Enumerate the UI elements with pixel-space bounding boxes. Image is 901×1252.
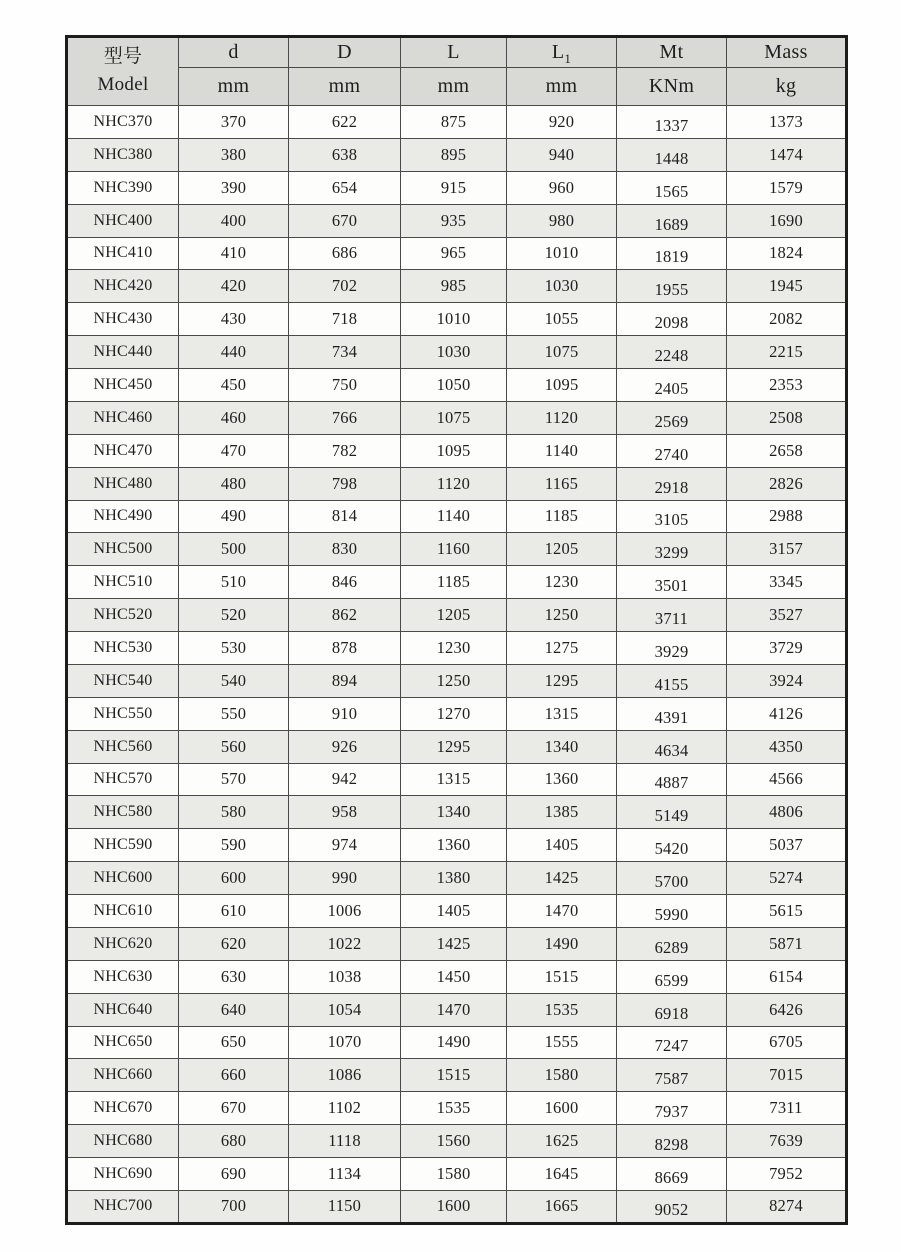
cell-model: NHC480 <box>67 467 179 500</box>
cell-l1: 1315 <box>507 697 617 730</box>
cell-model: NHC560 <box>67 730 179 763</box>
table-row <box>67 632 847 665</box>
cell-d: 702 <box>289 270 401 303</box>
cell-l1: 1275 <box>507 632 617 665</box>
cell-l: 915 <box>401 171 507 204</box>
cell-d: 750 <box>289 369 401 402</box>
cell-l1: 1010 <box>507 237 617 270</box>
cell-l1: 1185 <box>507 500 617 533</box>
cell-l: 1450 <box>401 960 507 993</box>
cell-l: 1490 <box>401 1026 507 1059</box>
cell-model: NHC500 <box>67 533 179 566</box>
cell-mass: 3527 <box>727 599 847 632</box>
cell-d: 570 <box>179 763 289 796</box>
table-row <box>67 664 847 697</box>
cell-mass: 5037 <box>727 829 847 862</box>
cell-mt: 2740 <box>617 434 727 467</box>
cell-d: 620 <box>179 927 289 960</box>
column-header-Mass: Mass <box>727 37 847 68</box>
cell-mt: 3929 <box>617 632 727 665</box>
cell-l1: 940 <box>507 138 617 171</box>
cell-d: 974 <box>289 829 401 862</box>
cell-mass: 2988 <box>727 500 847 533</box>
table-row <box>67 467 847 500</box>
cell-l1: 1555 <box>507 1026 617 1059</box>
cell-d: 520 <box>179 599 289 632</box>
cell-d: 686 <box>289 237 401 270</box>
cell-d: 490 <box>179 500 289 533</box>
cell-d: 1070 <box>289 1026 401 1059</box>
cell-mt: 1689 <box>617 204 727 237</box>
cell-mass: 7015 <box>727 1059 847 1092</box>
table-row <box>67 434 847 467</box>
cell-mt: 6289 <box>617 927 727 960</box>
cell-model: NHC610 <box>67 895 179 928</box>
cell-model: NHC370 <box>67 106 179 139</box>
cell-d: 530 <box>179 632 289 665</box>
table-row <box>67 401 847 434</box>
cell-model: NHC640 <box>67 993 179 1026</box>
cell-d: 622 <box>289 106 401 139</box>
unit-d: mm <box>179 68 289 106</box>
cell-d: 690 <box>179 1158 289 1191</box>
cell-mt: 5700 <box>617 862 727 895</box>
model-header-cn: 型号 <box>103 45 143 67</box>
cell-mt: 4155 <box>617 664 727 697</box>
table-row <box>67 138 847 171</box>
cell-l: 895 <box>401 138 507 171</box>
cell-mt: 4634 <box>617 730 727 763</box>
cell-d: 1118 <box>289 1125 401 1158</box>
table-row <box>67 1158 847 1191</box>
cell-mass: 7639 <box>727 1125 847 1158</box>
cell-l1: 1030 <box>507 270 617 303</box>
cell-d: 590 <box>179 829 289 862</box>
cell-d: 926 <box>289 730 401 763</box>
cell-l1: 1645 <box>507 1158 617 1191</box>
cell-mt: 1337 <box>617 106 727 139</box>
table-row <box>67 171 847 204</box>
cell-mass: 2508 <box>727 401 847 434</box>
column-header-d: d <box>179 37 289 68</box>
cell-mass: 2658 <box>727 434 847 467</box>
cell-mt: 5420 <box>617 829 727 862</box>
cell-mt: 8669 <box>617 1158 727 1191</box>
cell-l1: 920 <box>507 106 617 139</box>
cell-d: 440 <box>179 336 289 369</box>
cell-l: 1185 <box>401 566 507 599</box>
cell-model: NHC670 <box>67 1092 179 1125</box>
cell-l: 1250 <box>401 664 507 697</box>
cell-model: NHC430 <box>67 303 179 336</box>
cell-model: NHC700 <box>67 1190 179 1223</box>
cell-l: 1295 <box>401 730 507 763</box>
cell-mass: 5615 <box>727 895 847 928</box>
cell-d: 540 <box>179 664 289 697</box>
cell-mass: 1945 <box>727 270 847 303</box>
cell-l1: 1095 <box>507 369 617 402</box>
cell-mt: 2405 <box>617 369 727 402</box>
cell-d: 470 <box>179 434 289 467</box>
cell-d: 734 <box>289 336 401 369</box>
cell-d: 1022 <box>289 927 401 960</box>
table-row <box>67 1190 847 1223</box>
cell-model: NHC580 <box>67 796 179 829</box>
table-row <box>67 895 847 928</box>
cell-model: NHC680 <box>67 1125 179 1158</box>
table-row <box>67 1026 847 1059</box>
cell-l: 1230 <box>401 632 507 665</box>
cell-d: 410 <box>179 237 289 270</box>
cell-d: 650 <box>179 1026 289 1059</box>
cell-d: 990 <box>289 862 401 895</box>
cell-d: 910 <box>289 697 401 730</box>
cell-model: NHC650 <box>67 1026 179 1059</box>
cell-model: NHC630 <box>67 960 179 993</box>
cell-l1: 1295 <box>507 664 617 697</box>
cell-d: 894 <box>289 664 401 697</box>
cell-mass: 3345 <box>727 566 847 599</box>
cell-l1: 1490 <box>507 927 617 960</box>
cell-model: NHC570 <box>67 763 179 796</box>
table-row <box>67 763 847 796</box>
cell-mt: 3501 <box>617 566 727 599</box>
unit-Mt: KNm <box>617 68 727 106</box>
cell-mass: 6154 <box>727 960 847 993</box>
cell-d: 390 <box>179 171 289 204</box>
cell-d: 700 <box>179 1190 289 1223</box>
table-row <box>67 993 847 1026</box>
cell-model: NHC460 <box>67 401 179 434</box>
cell-l1: 1250 <box>507 599 617 632</box>
cell-l1: 1470 <box>507 895 617 928</box>
unit-D: mm <box>289 68 401 106</box>
header-labels-row <box>67 37 847 68</box>
cell-mass: 5274 <box>727 862 847 895</box>
cell-model: NHC660 <box>67 1059 179 1092</box>
cell-l: 1160 <box>401 533 507 566</box>
cell-model: NHC620 <box>67 927 179 960</box>
cell-mass: 3729 <box>727 632 847 665</box>
cell-model: NHC470 <box>67 434 179 467</box>
table-row <box>67 270 847 303</box>
cell-d: 846 <box>289 566 401 599</box>
cell-mass: 6705 <box>727 1026 847 1059</box>
cell-mass: 7952 <box>727 1158 847 1191</box>
cell-d: 1038 <box>289 960 401 993</box>
cell-model: NHC690 <box>67 1158 179 1191</box>
cell-model: NHC380 <box>67 138 179 171</box>
cell-d: 580 <box>179 796 289 829</box>
cell-mt: 4391 <box>617 697 727 730</box>
cell-d: 638 <box>289 138 401 171</box>
cell-d: 1086 <box>289 1059 401 1092</box>
cell-l: 965 <box>401 237 507 270</box>
cell-d: 862 <box>289 599 401 632</box>
cell-l: 1010 <box>401 303 507 336</box>
cell-l1: 1535 <box>507 993 617 1026</box>
cell-d: 400 <box>179 204 289 237</box>
cell-d: 1150 <box>289 1190 401 1223</box>
cell-d: 878 <box>289 632 401 665</box>
cell-d: 450 <box>179 369 289 402</box>
table-row <box>67 500 847 533</box>
column-header-L: L <box>401 37 507 68</box>
cell-mt: 3711 <box>617 599 727 632</box>
cell-d: 830 <box>289 533 401 566</box>
table-row <box>67 204 847 237</box>
cell-l: 1560 <box>401 1125 507 1158</box>
cell-mt: 3105 <box>617 500 727 533</box>
cell-d: 798 <box>289 467 401 500</box>
cell-d: 430 <box>179 303 289 336</box>
cell-mass: 6426 <box>727 993 847 1026</box>
cell-model: NHC540 <box>67 664 179 697</box>
cell-mass: 2826 <box>727 467 847 500</box>
cell-d: 1054 <box>289 993 401 1026</box>
cell-l1: 1600 <box>507 1092 617 1125</box>
cell-l: 1515 <box>401 1059 507 1092</box>
cell-mt: 5149 <box>617 796 727 829</box>
cell-mass: 1373 <box>727 106 847 139</box>
cell-d: 660 <box>179 1059 289 1092</box>
cell-mt: 2248 <box>617 336 727 369</box>
table-row <box>67 599 847 632</box>
cell-model: NHC530 <box>67 632 179 665</box>
cell-d: 1006 <box>289 895 401 928</box>
cell-mt: 8298 <box>617 1125 727 1158</box>
cell-l1: 1205 <box>507 533 617 566</box>
cell-l: 1120 <box>401 467 507 500</box>
cell-l: 985 <box>401 270 507 303</box>
cell-mass: 3924 <box>727 664 847 697</box>
cell-l: 1380 <box>401 862 507 895</box>
cell-l1: 1515 <box>507 960 617 993</box>
cell-mass: 4350 <box>727 730 847 763</box>
table-row <box>67 730 847 763</box>
cell-l1: 960 <box>507 171 617 204</box>
cell-l: 1075 <box>401 401 507 434</box>
cell-mt: 2098 <box>617 303 727 336</box>
cell-l: 935 <box>401 204 507 237</box>
cell-d: 942 <box>289 763 401 796</box>
cell-mass: 3157 <box>727 533 847 566</box>
cell-l1: 1425 <box>507 862 617 895</box>
cell-mass: 8274 <box>727 1190 847 1223</box>
cell-l1: 1625 <box>507 1125 617 1158</box>
cell-d: 500 <box>179 533 289 566</box>
cell-d: 718 <box>289 303 401 336</box>
cell-model: NHC450 <box>67 369 179 402</box>
cell-mt: 5990 <box>617 895 727 928</box>
cell-l: 1535 <box>401 1092 507 1125</box>
cell-d: 680 <box>179 1125 289 1158</box>
cell-model: NHC510 <box>67 566 179 599</box>
cell-mass: 4126 <box>727 697 847 730</box>
cell-d: 782 <box>289 434 401 467</box>
cell-d: 370 <box>179 106 289 139</box>
cell-d: 1102 <box>289 1092 401 1125</box>
cell-l: 1470 <box>401 993 507 1026</box>
cell-mt: 1448 <box>617 138 727 171</box>
cell-mass: 1824 <box>727 237 847 270</box>
cell-l: 1140 <box>401 500 507 533</box>
table-row <box>67 960 847 993</box>
cell-d: 766 <box>289 401 401 434</box>
cell-mass: 5871 <box>727 927 847 960</box>
cell-d: 610 <box>179 895 289 928</box>
column-header-D: D <box>289 37 401 68</box>
cell-mass: 7311 <box>727 1092 847 1125</box>
cell-model: NHC590 <box>67 829 179 862</box>
table-row <box>67 829 847 862</box>
cell-d: 510 <box>179 566 289 599</box>
cell-model: NHC520 <box>67 599 179 632</box>
cell-mt: 2918 <box>617 467 727 500</box>
cell-l1: 1140 <box>507 434 617 467</box>
cell-d: 1134 <box>289 1158 401 1191</box>
unit-Mass: kg <box>727 68 847 106</box>
cell-model: NHC400 <box>67 204 179 237</box>
cell-l: 1030 <box>401 336 507 369</box>
cell-mt: 2569 <box>617 401 727 434</box>
cell-model: NHC440 <box>67 336 179 369</box>
cell-mt: 1565 <box>617 171 727 204</box>
cell-mass: 1690 <box>727 204 847 237</box>
table-row <box>67 533 847 566</box>
cell-d: 380 <box>179 138 289 171</box>
cell-d: 420 <box>179 270 289 303</box>
column-header-model <box>67 37 179 106</box>
cell-l: 1270 <box>401 697 507 730</box>
cell-d: 630 <box>179 960 289 993</box>
cell-mass: 2215 <box>727 336 847 369</box>
cell-l: 1580 <box>401 1158 507 1191</box>
cell-model: NHC490 <box>67 500 179 533</box>
cell-mt: 1819 <box>617 237 727 270</box>
table-row <box>67 336 847 369</box>
subscript-1: 1 <box>564 51 572 66</box>
cell-l: 1425 <box>401 927 507 960</box>
cell-model: NHC600 <box>67 862 179 895</box>
cell-mt: 7587 <box>617 1059 727 1092</box>
cell-l: 1360 <box>401 829 507 862</box>
cell-l1: 1340 <box>507 730 617 763</box>
table-body <box>67 106 847 1224</box>
cell-mt: 9052 <box>617 1190 727 1223</box>
table-row <box>67 566 847 599</box>
cell-mt: 3299 <box>617 533 727 566</box>
cell-model: NHC420 <box>67 270 179 303</box>
cell-mt: 7247 <box>617 1026 727 1059</box>
cell-mt: 4887 <box>617 763 727 796</box>
table-row <box>67 106 847 139</box>
model-header-en: Model <box>97 73 149 95</box>
cell-l1: 1580 <box>507 1059 617 1092</box>
cell-l1: 1230 <box>507 566 617 599</box>
cell-mt: 7937 <box>617 1092 727 1125</box>
cell-l1: 1075 <box>507 336 617 369</box>
table-row <box>67 303 847 336</box>
unit-L1: mm <box>507 68 617 106</box>
cell-l: 1205 <box>401 599 507 632</box>
spec-table <box>65 35 848 1225</box>
cell-mass: 2353 <box>727 369 847 402</box>
cell-mt: 6599 <box>617 960 727 993</box>
table-row <box>67 1092 847 1125</box>
cell-mass: 4806 <box>727 796 847 829</box>
cell-mt: 6918 <box>617 993 727 1026</box>
cell-l1: 1165 <box>507 467 617 500</box>
cell-l1: 1385 <box>507 796 617 829</box>
cell-l: 1095 <box>401 434 507 467</box>
cell-l1: 1055 <box>507 303 617 336</box>
cell-l1: 980 <box>507 204 617 237</box>
cell-model: NHC410 <box>67 237 179 270</box>
cell-mass: 1474 <box>727 138 847 171</box>
cell-mass: 2082 <box>727 303 847 336</box>
table-row <box>67 1125 847 1158</box>
cell-l1: 1405 <box>507 829 617 862</box>
cell-d: 550 <box>179 697 289 730</box>
cell-d: 814 <box>289 500 401 533</box>
table-row <box>67 369 847 402</box>
cell-l: 875 <box>401 106 507 139</box>
cell-mass: 1579 <box>727 171 847 204</box>
cell-l1: 1665 <box>507 1190 617 1223</box>
cell-d: 600 <box>179 862 289 895</box>
column-header-Mt: Mt <box>617 37 727 68</box>
table-row <box>67 927 847 960</box>
header-units-row <box>67 68 847 106</box>
cell-l: 1405 <box>401 895 507 928</box>
unit-L: mm <box>401 68 507 106</box>
table-row <box>67 862 847 895</box>
cell-d: 670 <box>179 1092 289 1125</box>
cell-l1: 1360 <box>507 763 617 796</box>
cell-d: 958 <box>289 796 401 829</box>
cell-l1: 1120 <box>507 401 617 434</box>
cell-d: 640 <box>179 993 289 1026</box>
cell-d: 480 <box>179 467 289 500</box>
cell-l: 1340 <box>401 796 507 829</box>
cell-d: 560 <box>179 730 289 763</box>
cell-l: 1315 <box>401 763 507 796</box>
table-row <box>67 237 847 270</box>
cell-mt: 1955 <box>617 270 727 303</box>
cell-mass: 4566 <box>727 763 847 796</box>
cell-l: 1600 <box>401 1190 507 1223</box>
cell-l: 1050 <box>401 369 507 402</box>
cell-model: NHC390 <box>67 171 179 204</box>
cell-d: 654 <box>289 171 401 204</box>
table-header <box>67 37 847 106</box>
column-header-L1: $L_1$ <box>507 37 617 68</box>
cell-model: NHC550 <box>67 697 179 730</box>
cell-d: 460 <box>179 401 289 434</box>
table-row <box>67 697 847 730</box>
table-row <box>67 1059 847 1092</box>
table-row <box>67 796 847 829</box>
cell-d: 670 <box>289 204 401 237</box>
